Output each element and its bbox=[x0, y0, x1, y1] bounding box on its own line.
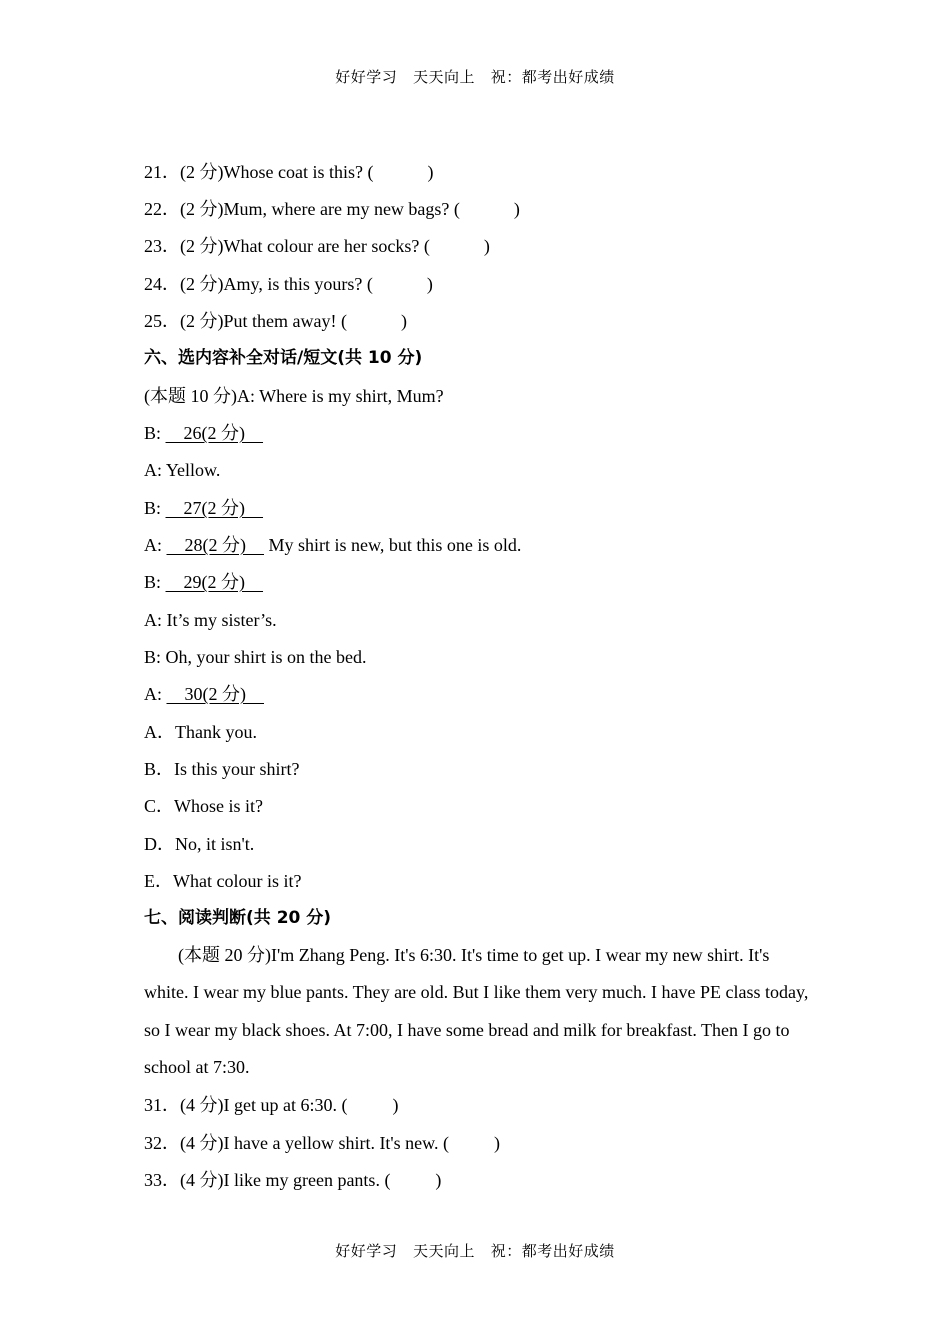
answer-blank-27[interactable]: 27(2 分) bbox=[165, 498, 264, 518]
option-e: E．What colour is it? bbox=[144, 871, 302, 891]
question-22: 22．(2 分)Mum, where are my new bags? ( ) bbox=[144, 199, 520, 219]
dialogue-line-29 bbox=[144, 571, 263, 593]
dialogue-line-26 bbox=[144, 422, 263, 444]
page-footer: 好好学习 天天向上 祝：都考出好成绩 bbox=[335, 1242, 615, 1260]
dialogue-speaker: A: bbox=[144, 535, 167, 555]
reading-passage bbox=[144, 937, 814, 1086]
section-6-title: 六、选内容补全对话/短文(共 10 分) bbox=[144, 348, 423, 368]
question-21: 21．(2 分)Whose coat is this? ( ) bbox=[144, 162, 434, 182]
dialogue-speaker: B: bbox=[144, 572, 166, 592]
option-b: B．Is this your shirt? bbox=[144, 759, 300, 779]
question-31: 31．(4 分)I get up at 6:30. ( ) bbox=[144, 1095, 399, 1115]
dialogue-line-30 bbox=[144, 683, 264, 705]
question-23: 23．(2 分)What colour are her socks? ( ) bbox=[144, 236, 490, 256]
dialogue-line bbox=[144, 609, 277, 631]
answer-blank-26[interactable]: 26(2 分) bbox=[165, 423, 264, 443]
question-25: 25．(2 分)Put them away! ( ) bbox=[144, 311, 407, 331]
option-c: C．Whose is it? bbox=[144, 796, 263, 816]
section-6-intro: (本题 10 分)A: Where is my shirt, Mum? bbox=[144, 386, 444, 406]
dialogue-speaker: B: bbox=[144, 498, 166, 518]
dialogue-line-28 bbox=[144, 534, 521, 556]
dialogue-speaker: B: Oh, your shirt is on the bed. bbox=[144, 647, 367, 667]
answer-blank-28[interactable]: 28(2 分) bbox=[166, 535, 264, 555]
answer-blank-30[interactable]: 30(2 分) bbox=[166, 684, 264, 704]
dialogue-line bbox=[144, 459, 220, 481]
page-header: 好好学习 天天向上 祝：都考出好成绩 bbox=[335, 68, 615, 86]
option-d: D．No, it isn't. bbox=[144, 834, 255, 854]
dialogue-speaker: A: It’s my sister’s. bbox=[144, 610, 277, 630]
reading-passage-text: (本题 20 分)I'm Zhang Peng. It's 6:30. It's time to get up. I wear my new shirt. It's white. I wear my blue pants. They are old. But I like them very much. I have PE class today, so I wear my black shoes. At 7:00, I have some bread and milk for breakfast. Then I go to school at 7:30. bbox=[144, 945, 809, 1077]
dialogue-line bbox=[144, 646, 367, 668]
question-24: 24．(2 分)Amy, is this yours? ( ) bbox=[144, 274, 433, 294]
question-33: 33．(4 分)I like my green pants. ( ) bbox=[144, 1170, 442, 1190]
dialogue-speaker: A: bbox=[144, 684, 167, 704]
dialogue-after: My shirt is new, but this one is old. bbox=[264, 535, 522, 555]
option-a: A．Thank you. bbox=[144, 722, 257, 742]
section-7-title: 七、阅读判断(共 20 分) bbox=[144, 908, 332, 928]
dialogue-speaker: A: Yellow. bbox=[144, 460, 221, 480]
answer-blank-29[interactable]: 29(2 分) bbox=[165, 572, 264, 592]
dialogue-line-27 bbox=[144, 497, 263, 519]
question-32: 32．(4 分)I have a yellow shirt. It's new. ( ) bbox=[144, 1133, 500, 1153]
dialogue-speaker: B: bbox=[144, 423, 166, 443]
